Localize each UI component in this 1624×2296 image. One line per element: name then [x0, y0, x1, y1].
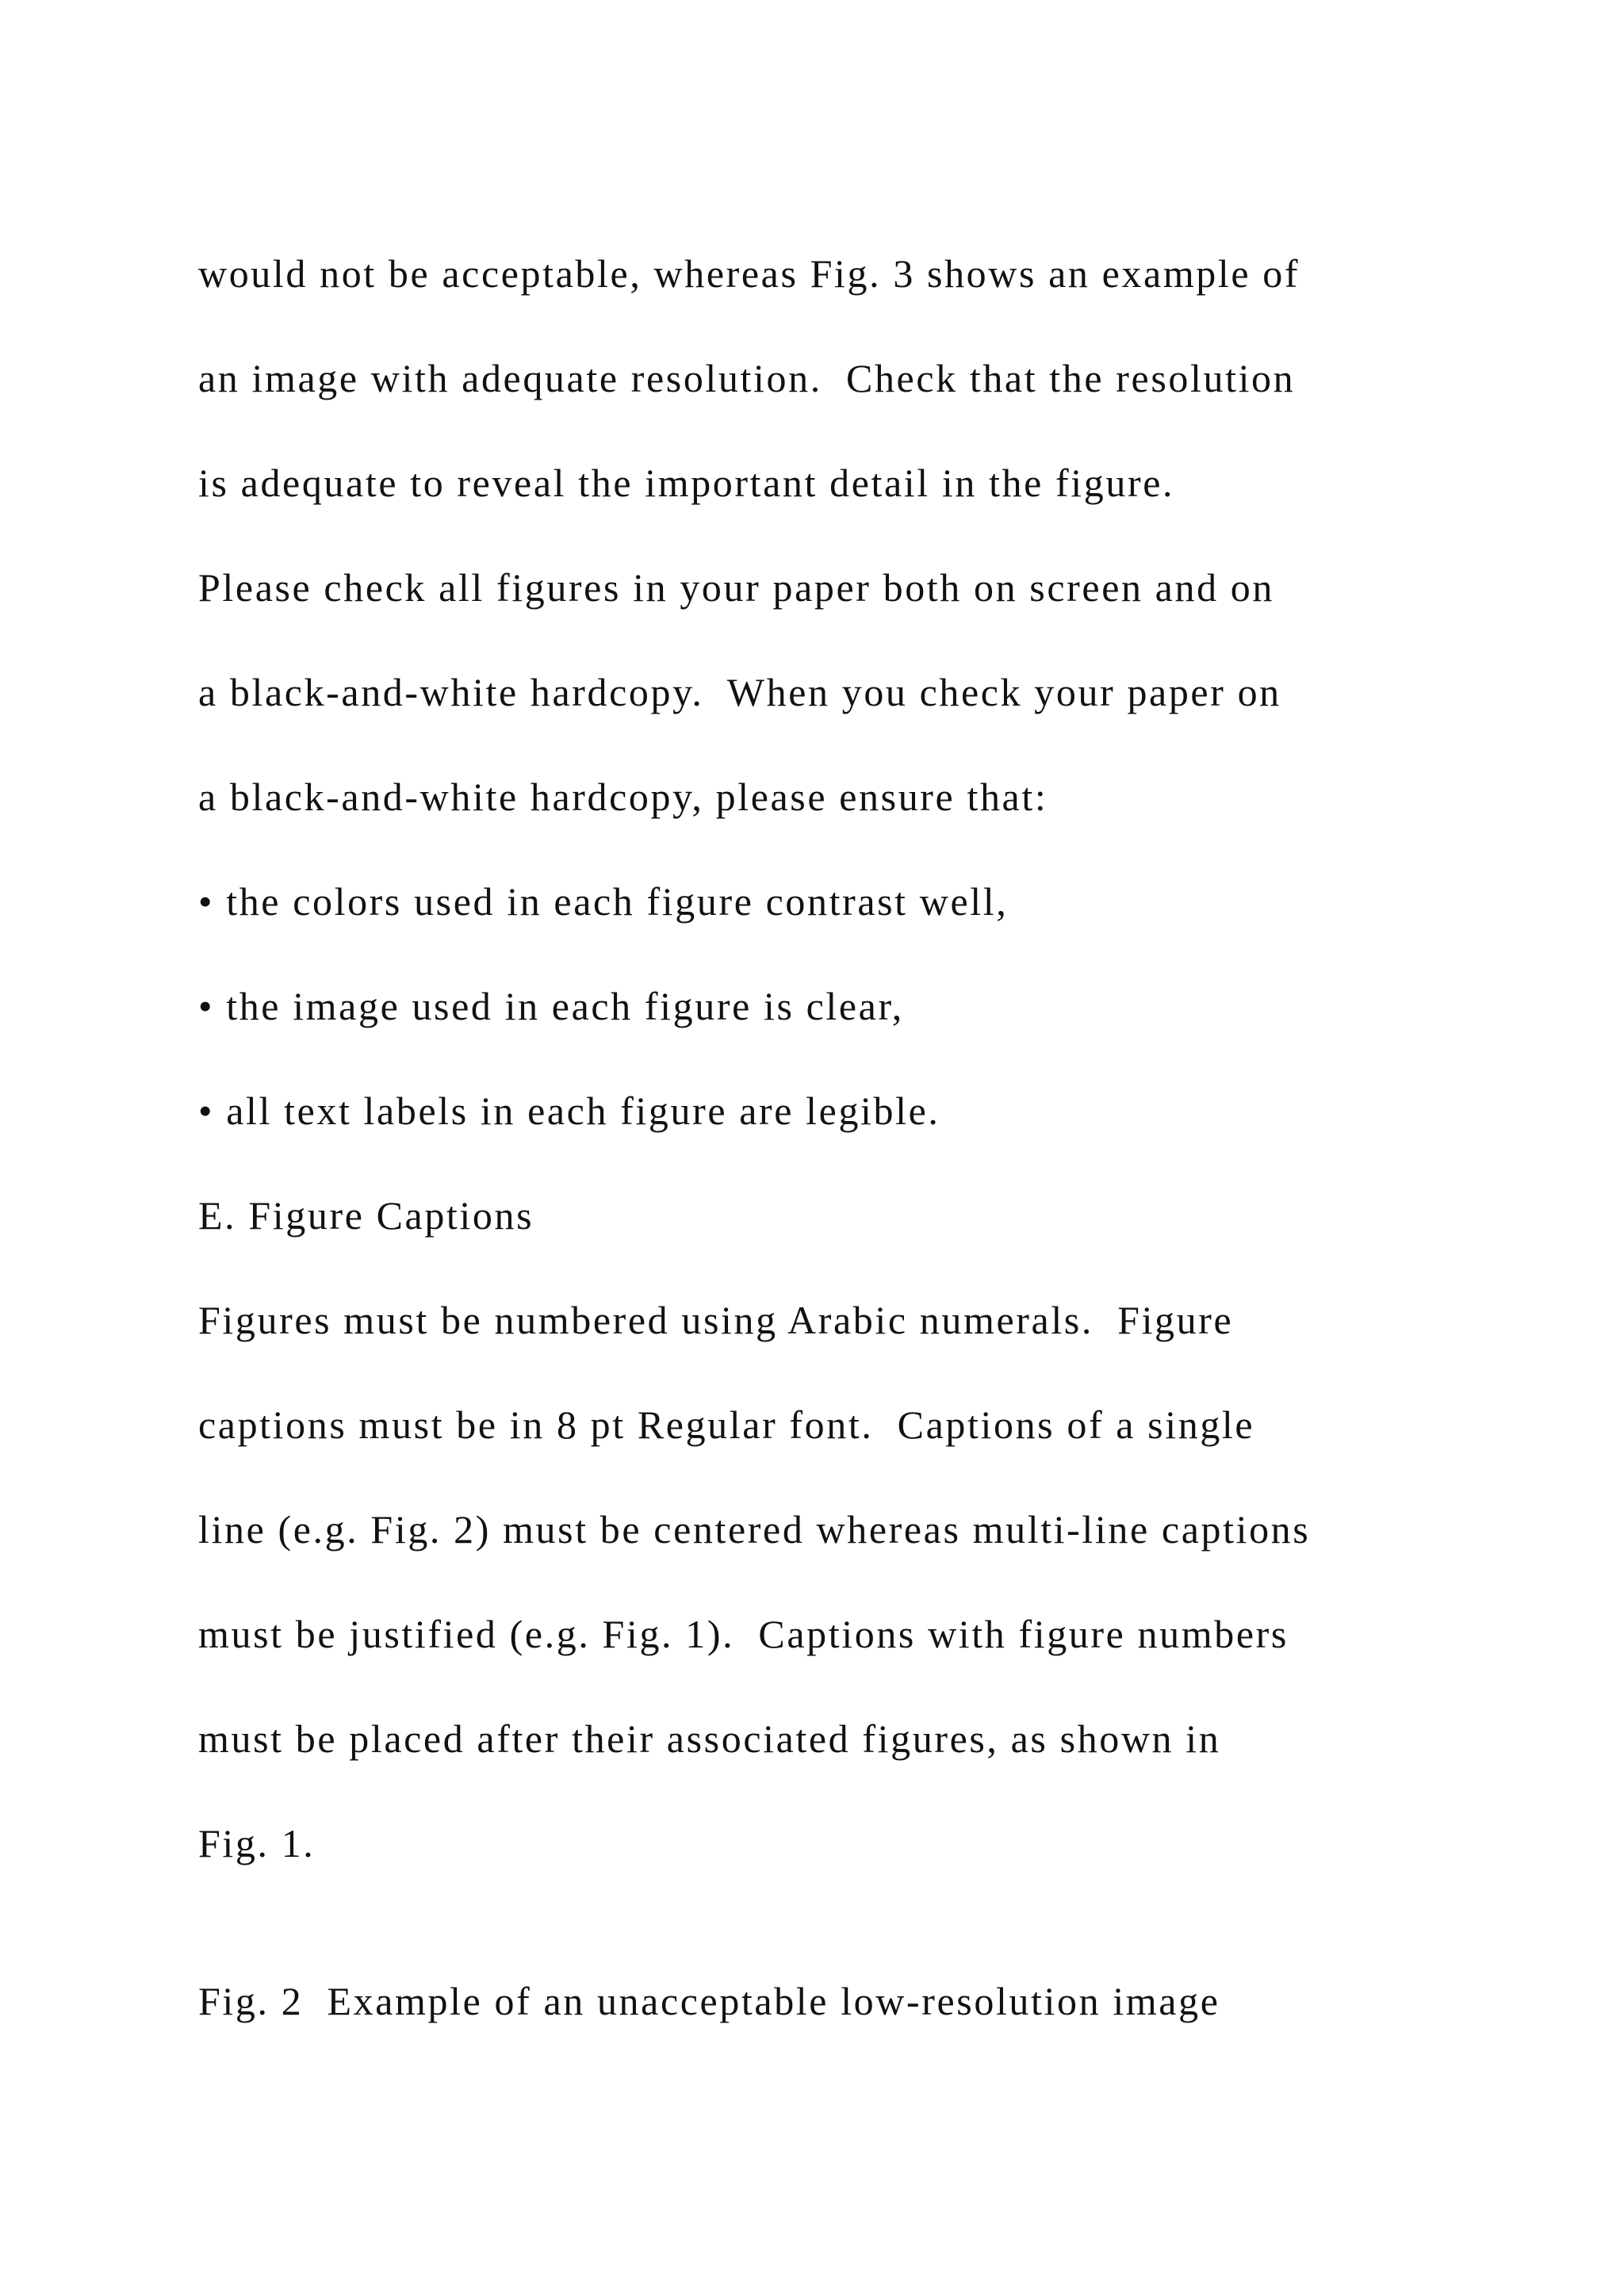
paragraph-1-line-3: is adequate to reveal the important detail in the figure. — [198, 461, 1175, 505]
paragraph-2-line-2: a black-and-white hardcopy. When you check your paper on — [198, 670, 1281, 714]
section-heading: E. Figure Captions — [198, 1193, 534, 1238]
bullet-item-colors: • the colors used in each figure contrast well, — [198, 879, 1009, 924]
paragraph-1-line-2: an image with adequate resolution. Check that the resolution — [198, 356, 1296, 400]
paragraph-1-line-1: would not be acceptable, whereas Fig. 3 shows an example of — [198, 251, 1300, 296]
paragraph-3-line-5: must be placed after their associated figures, as shown in — [198, 1716, 1221, 1761]
paragraph-3-line-6: Fig. 1. — [198, 1821, 316, 1866]
paragraph-2-line-1: Please check all figures in your paper both on screen and on — [198, 565, 1274, 610]
figure-caption: Fig. 2 Example of an unacceptable low-resolution image — [198, 1979, 1220, 2023]
paragraph-2-line-3: a black-and-white hardcopy, please ensure that: — [198, 775, 1048, 819]
paragraph-3-line-1: Figures must be numbered using Arabic numerals. Figure — [198, 1298, 1234, 1342]
bullet-item-image: • the image used in each figure is clear, — [198, 984, 904, 1028]
paragraph-3-line-4: must be justified (e.g. Fig. 1). Captions with figure numbers — [198, 1612, 1289, 1656]
paragraph-3-line-3: line (e.g. Fig. 2) must be centered whereas multi-line captions — [198, 1507, 1311, 1552]
paragraph-3-line-2: captions must be in 8 pt Regular font. Captions of a single — [198, 1402, 1255, 1447]
bullet-item-labels: • all text labels in each figure are legible. — [198, 1089, 940, 1133]
